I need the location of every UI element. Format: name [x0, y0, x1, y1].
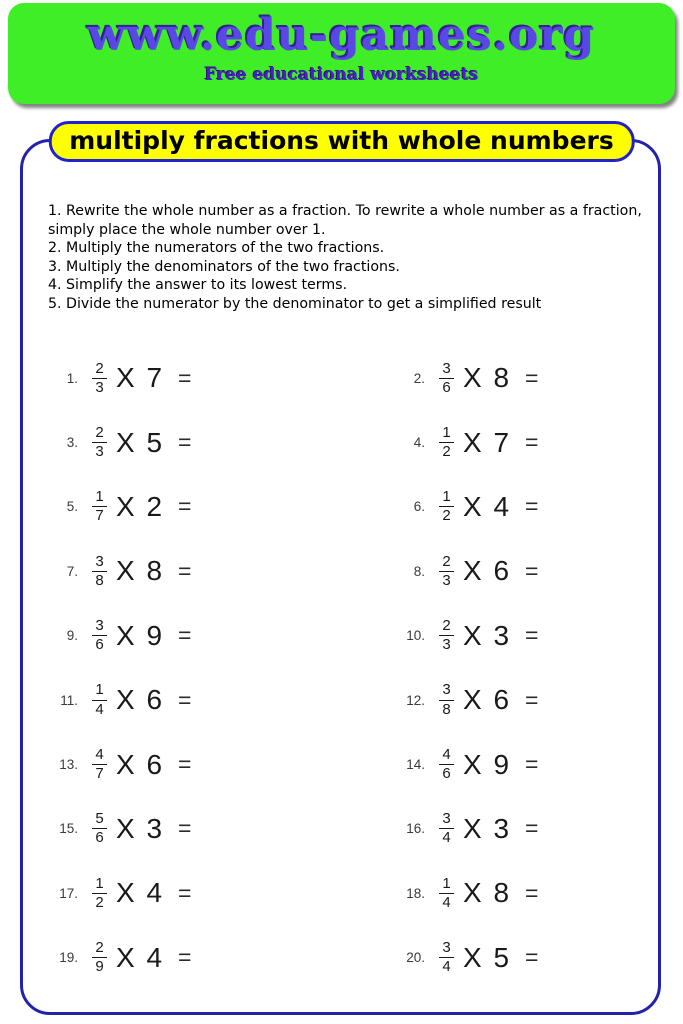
fraction-numerator: 2	[439, 554, 454, 572]
equals-sign: =	[178, 879, 192, 906]
equals-sign: =	[525, 557, 539, 584]
problem-row	[48, 926, 395, 990]
multiply-operator: X	[116, 812, 137, 844]
multiply-operator: X	[463, 748, 484, 780]
fraction-numerator: 1	[439, 425, 454, 443]
multiply-operator: X	[116, 555, 137, 587]
problems-grid	[48, 346, 648, 990]
fraction-numerator: 5	[92, 811, 107, 829]
whole-number: 5	[493, 941, 512, 973]
whole-number: 5	[146, 426, 165, 458]
fraction-denominator: 3	[95, 443, 104, 461]
fraction-denominator: 2	[95, 893, 104, 911]
fraction-denominator: 6	[442, 378, 451, 396]
problem-row	[395, 797, 648, 861]
whole-number: 6	[146, 684, 165, 716]
equals-sign: =	[525, 815, 539, 842]
fraction-denominator: 6	[95, 829, 104, 847]
multiply-operator: X	[463, 619, 484, 651]
site-header	[8, 3, 675, 104]
multiplication-term	[116, 749, 164, 781]
whole-number: 7	[146, 362, 165, 394]
multiplication-term	[463, 555, 511, 587]
whole-number: 9	[493, 748, 512, 780]
equals-sign: =	[178, 622, 192, 649]
fraction-denominator: 4	[442, 893, 451, 911]
multiplication-term	[116, 555, 164, 587]
whole-number: 6	[493, 684, 512, 716]
whole-number: 6	[493, 555, 512, 587]
problem-number: 16.	[406, 821, 425, 837]
multiplication-term	[116, 813, 164, 845]
multiply-operator: X	[463, 555, 484, 587]
whole-number: 8	[493, 362, 512, 394]
multiplication-term	[463, 491, 511, 523]
fraction	[92, 811, 107, 846]
fraction	[439, 940, 454, 975]
fraction-numerator: 2	[92, 361, 107, 379]
fraction-denominator: 3	[95, 378, 104, 396]
multiplication-term	[463, 813, 511, 845]
fraction-denominator: 3	[442, 636, 451, 654]
equals-sign: =	[178, 493, 192, 520]
whole-number: 3	[493, 812, 512, 844]
multiplication-term	[116, 491, 164, 523]
fraction-denominator: 7	[95, 765, 104, 783]
equals-sign: =	[525, 364, 539, 391]
problem-number: 14.	[406, 757, 425, 773]
site-tagline: Free educational worksheets	[204, 65, 479, 85]
fraction	[92, 554, 107, 589]
worksheet-title: multiply fractions with whole numbers	[69, 126, 614, 155]
fraction-numerator: 1	[92, 876, 107, 894]
problem-number: 6.	[413, 499, 425, 515]
multiplication-term	[116, 877, 164, 909]
fraction-numerator: 3	[439, 811, 454, 829]
equals-sign: =	[525, 622, 539, 649]
multiplication-term	[463, 427, 511, 459]
multiplication-term	[463, 749, 511, 781]
multiplication-term	[463, 942, 511, 974]
problem-number: 10.	[406, 628, 425, 644]
problem-number: 12.	[406, 692, 425, 708]
multiply-operator: X	[463, 941, 484, 973]
fraction-numerator: 4	[92, 747, 107, 765]
fraction-denominator: 8	[442, 700, 451, 718]
problem-number: 13.	[59, 757, 78, 773]
equals-sign: =	[178, 364, 192, 391]
whole-number: 6	[146, 748, 165, 780]
fraction-denominator: 2	[442, 507, 451, 525]
fraction	[92, 747, 107, 782]
multiply-operator: X	[463, 877, 484, 909]
fraction	[92, 618, 107, 653]
fraction-numerator: 1	[439, 489, 454, 507]
whole-number: 8	[493, 877, 512, 909]
fraction	[92, 425, 107, 460]
whole-number: 2	[146, 490, 165, 522]
multiplication-term	[116, 684, 164, 716]
equals-sign: =	[178, 429, 192, 456]
whole-number: 3	[146, 812, 165, 844]
problem-row	[48, 346, 395, 410]
equals-sign: =	[178, 686, 192, 713]
fraction	[92, 940, 107, 975]
equals-sign: =	[525, 493, 539, 520]
multiply-operator: X	[116, 941, 137, 973]
fraction-denominator: 6	[442, 765, 451, 783]
fraction	[92, 876, 107, 911]
problem-row	[395, 668, 648, 732]
problem-row	[395, 604, 648, 668]
multiply-operator: X	[116, 619, 137, 651]
fraction-numerator: 3	[92, 618, 107, 636]
whole-number: 4	[146, 877, 165, 909]
problem-number: 2.	[413, 370, 425, 386]
equals-sign: =	[525, 879, 539, 906]
fraction-numerator: 1	[439, 876, 454, 894]
equals-sign: =	[178, 557, 192, 584]
equals-sign: =	[178, 815, 192, 842]
problem-number: 15.	[59, 821, 78, 837]
equals-sign: =	[525, 944, 539, 971]
problem-number: 11.	[60, 692, 78, 708]
equals-sign: =	[178, 944, 192, 971]
instruction-line: 1. Rewrite the whole number as a fraction. To rewrite a whole number as a fraction, simply place the whole number over 1.	[48, 203, 642, 238]
fraction-numerator: 2	[92, 425, 107, 443]
problem-number: 5.	[66, 499, 78, 515]
fraction-numerator: 3	[439, 940, 454, 958]
multiply-operator: X	[463, 812, 484, 844]
problem-row	[48, 410, 395, 474]
fraction	[439, 811, 454, 846]
problem-row	[48, 861, 395, 925]
fraction-numerator: 3	[439, 682, 454, 700]
problem-number: 3.	[66, 435, 78, 451]
instruction-line: 2. Multiply the numerators of the two fractions.	[48, 240, 385, 257]
fraction-denominator: 6	[95, 636, 104, 654]
problem-number: 9.	[66, 628, 78, 644]
instruction-line: 5. Divide the numerator by the denominator to get a simplified result	[48, 295, 542, 312]
fraction-denominator: 4	[95, 700, 104, 718]
whole-number: 4	[146, 941, 165, 973]
problem-row	[48, 539, 395, 603]
equals-sign: =	[525, 751, 539, 778]
whole-number: 8	[146, 555, 165, 587]
site-title: www.edu-games.org	[87, 10, 596, 61]
fraction	[439, 554, 454, 589]
fraction	[439, 425, 454, 460]
fraction	[439, 618, 454, 653]
problem-row	[395, 346, 648, 410]
problem-row	[395, 410, 648, 474]
whole-number: 4	[493, 490, 512, 522]
multiply-operator: X	[463, 362, 484, 394]
whole-number: 3	[493, 619, 512, 651]
fraction-denominator: 8	[95, 571, 104, 589]
problem-number: 20.	[406, 950, 425, 966]
instructions	[48, 202, 648, 314]
fraction	[439, 489, 454, 524]
problem-row	[48, 732, 395, 796]
fraction-denominator: 4	[442, 958, 451, 976]
multiply-operator: X	[116, 362, 137, 394]
fraction-numerator: 2	[92, 940, 107, 958]
fraction-numerator: 4	[439, 747, 454, 765]
equals-sign: =	[178, 751, 192, 778]
problem-row	[395, 475, 648, 539]
fraction-numerator: 3	[92, 554, 107, 572]
whole-number: 9	[146, 619, 165, 651]
instruction-line: 4. Simplify the answer to its lowest terms.	[48, 277, 348, 294]
multiply-operator: X	[463, 490, 484, 522]
multiply-operator: X	[116, 877, 137, 909]
problem-row	[48, 475, 395, 539]
fraction-numerator: 1	[92, 489, 107, 507]
multiplication-term	[463, 362, 511, 394]
problem-number: 7.	[66, 563, 78, 579]
problem-row	[395, 539, 648, 603]
multiplication-term	[463, 620, 511, 652]
multiply-operator: X	[463, 426, 484, 458]
fraction-denominator: 9	[95, 958, 104, 976]
problem-number: 17.	[59, 885, 78, 901]
multiplication-term	[116, 362, 164, 394]
multiply-operator: X	[463, 684, 484, 716]
problem-row	[48, 797, 395, 861]
fraction	[439, 682, 454, 717]
fraction-numerator: 3	[439, 361, 454, 379]
whole-number: 7	[493, 426, 512, 458]
multiply-operator: X	[116, 426, 137, 458]
multiplication-term	[463, 684, 511, 716]
multiplication-term	[116, 620, 164, 652]
multiplication-term	[463, 877, 511, 909]
fraction-denominator: 2	[442, 443, 451, 461]
fraction-numerator: 2	[439, 618, 454, 636]
instruction-line: 3. Multiply the denominators of the two fractions.	[48, 258, 400, 275]
fraction-numerator: 1	[92, 682, 107, 700]
equals-sign: =	[525, 686, 539, 713]
fraction	[439, 361, 454, 396]
worksheet-title-pill	[48, 121, 635, 162]
problem-number: 8.	[413, 563, 425, 579]
fraction-denominator: 3	[442, 571, 451, 589]
problem-row	[395, 861, 648, 925]
problem-number: 19.	[59, 950, 78, 966]
fraction	[92, 489, 107, 524]
multiplication-term	[116, 942, 164, 974]
fraction	[92, 682, 107, 717]
fraction-denominator: 7	[95, 507, 104, 525]
multiply-operator: X	[116, 490, 137, 522]
problem-row	[395, 732, 648, 796]
problem-row	[48, 604, 395, 668]
multiplication-term	[116, 427, 164, 459]
equals-sign: =	[525, 429, 539, 456]
problem-number: 18.	[406, 885, 425, 901]
fraction	[92, 361, 107, 396]
multiply-operator: X	[116, 684, 137, 716]
problem-number: 4.	[413, 435, 425, 451]
multiply-operator: X	[116, 748, 137, 780]
fraction	[439, 747, 454, 782]
fraction-denominator: 4	[442, 829, 451, 847]
problem-number: 1.	[66, 370, 78, 386]
problem-row	[48, 668, 395, 732]
problem-row	[395, 926, 648, 990]
fraction	[439, 876, 454, 911]
